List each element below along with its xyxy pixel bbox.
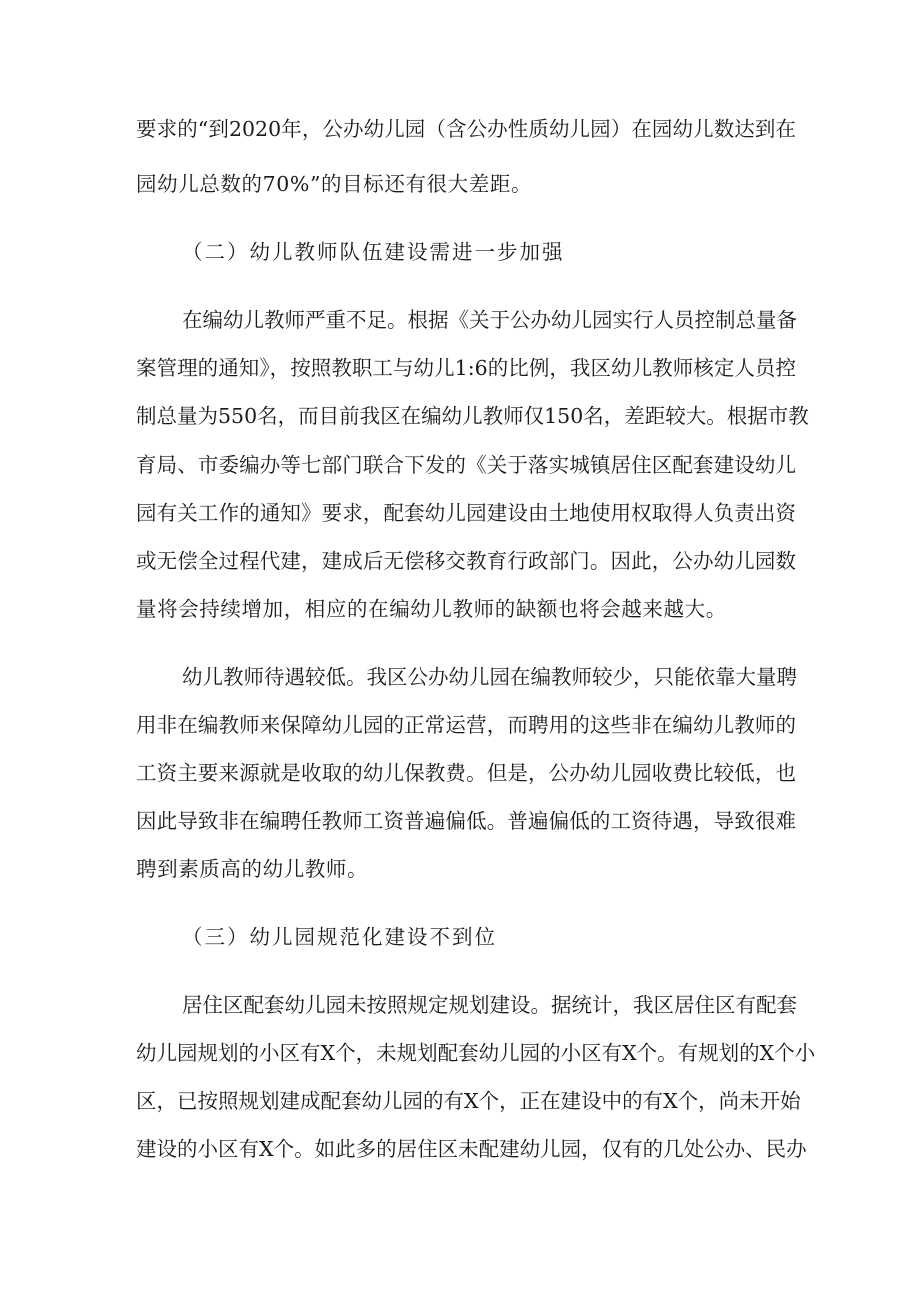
paragraph-line: 幼儿园规划的小区有X个，未规划配套幼儿园的小区有X个。有规划的X个小 xyxy=(136,1041,816,1065)
paragraph-line: 幼儿教师待遇较低。我区公办幼儿园在编教师较少，只能依靠大量聘 xyxy=(182,665,797,689)
paragraph-line: 用非在编教师来保障幼儿园的正常运营，而聘用的这些非在编幼儿教师的 xyxy=(136,713,796,737)
section-heading-3: （三）幼儿园规范化建设不到位 xyxy=(182,925,497,949)
paragraph-line: 建设的小区有X个。如此多的居住区未配建幼儿园，仅有的几处公办、民办 xyxy=(136,1137,807,1161)
paragraph-line: 制总量为550名，而目前我区在编幼儿教师仅150名，差距较大。根据市教 xyxy=(136,404,809,428)
paragraph-line: 园有关工作的通知》要求，配套幼儿园建设由土地使用权取得人负责出资 xyxy=(136,501,796,525)
paragraph-line: 量将会持续增加，相应的在编幼儿教师的缺额也将会越来越大。 xyxy=(136,597,727,621)
paragraph-line: 在编幼儿教师严重不足。根据《关于公办幼儿园实行人员控制总量备 xyxy=(182,308,797,332)
paragraph-line: 或无偿全过程代建，建成后无偿移交教育行政部门。因此，公办幼儿园数 xyxy=(136,549,796,573)
paragraph-line: 因此导致非在编聘任教师工资普遍偏低。普遍偏低的工资待遇，导致很难 xyxy=(136,809,796,833)
paragraph-line: 园幼儿总数的70%”的目标还有很大差距。 xyxy=(136,172,533,196)
paragraph-line: 区，已按照规划建成配套幼儿园的有X个，正在建设中的有X个，尚未开始 xyxy=(136,1089,801,1113)
paragraph-line: 育局、市委编办等七部门联合下发的《关于落实城镇居住区配套建设幼儿 xyxy=(136,453,796,477)
section-heading-2: （二）幼儿教师队伍建设需进一步加强 xyxy=(182,240,565,264)
paragraph-line: 聘到素质高的幼儿教师。 xyxy=(136,857,369,881)
paragraph-line: 工资主要来源就是收取的幼儿保教费。但是，公办幼儿园收费比较低，也 xyxy=(136,761,796,785)
paragraph-line: 居住区配套幼儿园未按照规定规划建设。据统计，我区居住区有配套 xyxy=(182,993,797,1017)
paragraph-line: 案管理的通知》，按照教职工与幼儿1:6的比例，我区幼儿教师核定人员控 xyxy=(136,356,796,380)
paragraph-line: 要求的“到2020年，公办幼儿园（含公办性质幼儿园）在园幼儿数达到在 xyxy=(136,117,796,141)
